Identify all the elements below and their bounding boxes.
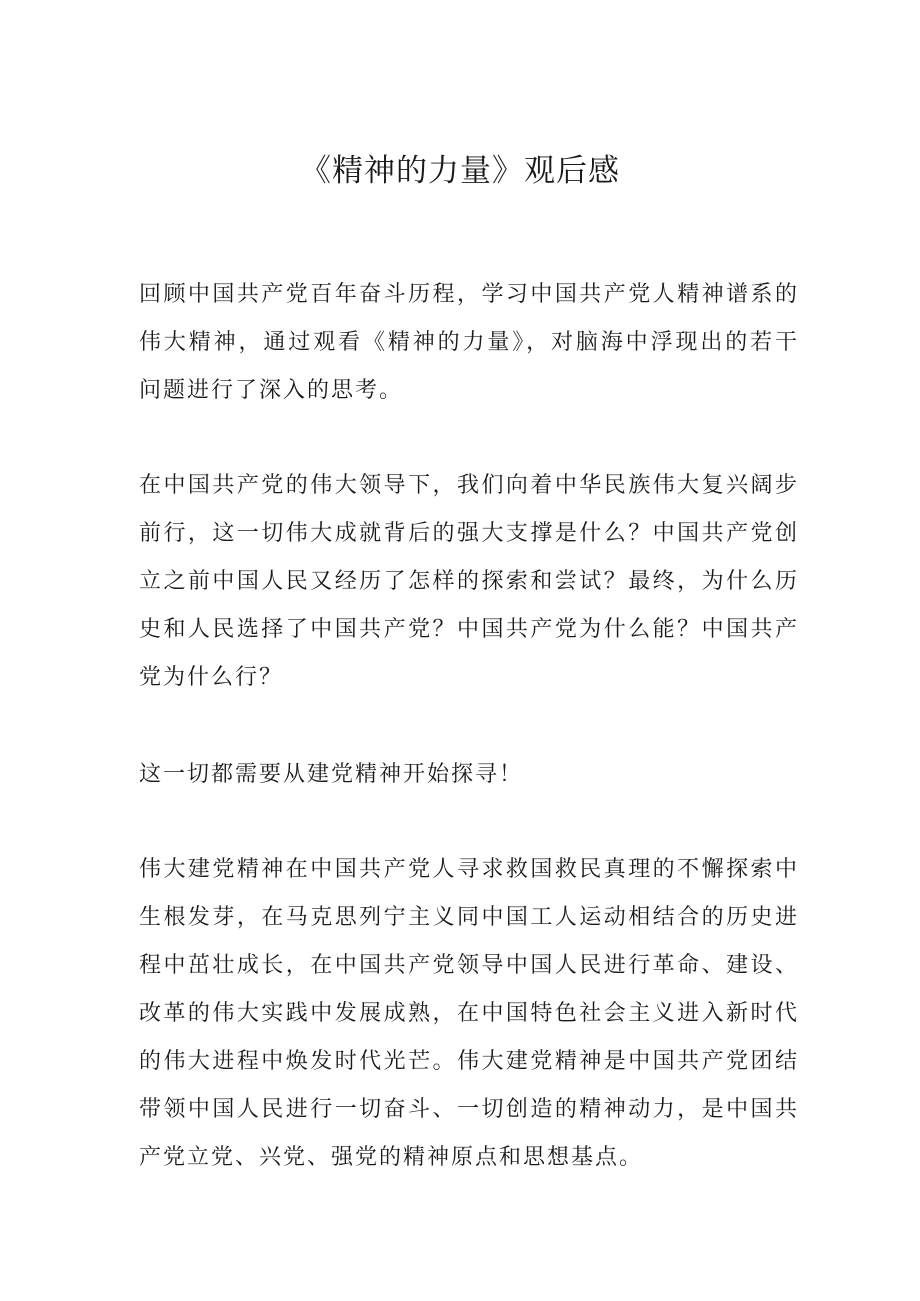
paragraph-exploration: 这一切都需要从建党精神开始探寻！ [139, 762, 524, 787]
document-title: 《精神的力量》观后感 [300, 153, 620, 189]
paragraph-intro: 回顾中国共产党百年奋斗历程，学习中国共产党人精神谱系的伟大精神，通过观看《精神的力量》，对脑海中浮现出的若干问题进行了深入的思考。 [139, 282, 799, 403]
paragraph-questions: 在中国共产党的伟大领导下，我们向着中华民族伟大复兴阔步前行，这一切伟大成就背后的强大支撑是什么？中国共产党创立之前中国人民又经历了怎样的探索和尝试？最终，为什么历史和人民选择了中国共产党？中国共产党为什么能？中国共产党为什么行？ [139, 473, 799, 690]
paragraph-founding-spirit: 伟大建党精神在中国共产党人寻求救国救民真理的不懈探索中生根发芽，在马克思列宁主义同中国工人运动相结合的历史进程中茁壮成长，在中国共产党领导中国人民进行革命、建设、改革的伟大实践中发展成熟，在中国特色社会主义进入新时代的伟大进程中焕发时代光芒。伟大建党精神是中国共产党团结带领中国人民进行一切奋斗、一切创造的精神动力，是中国共产党立党、兴党、强党的精神原点和思想基点。 [139, 857, 799, 1170]
